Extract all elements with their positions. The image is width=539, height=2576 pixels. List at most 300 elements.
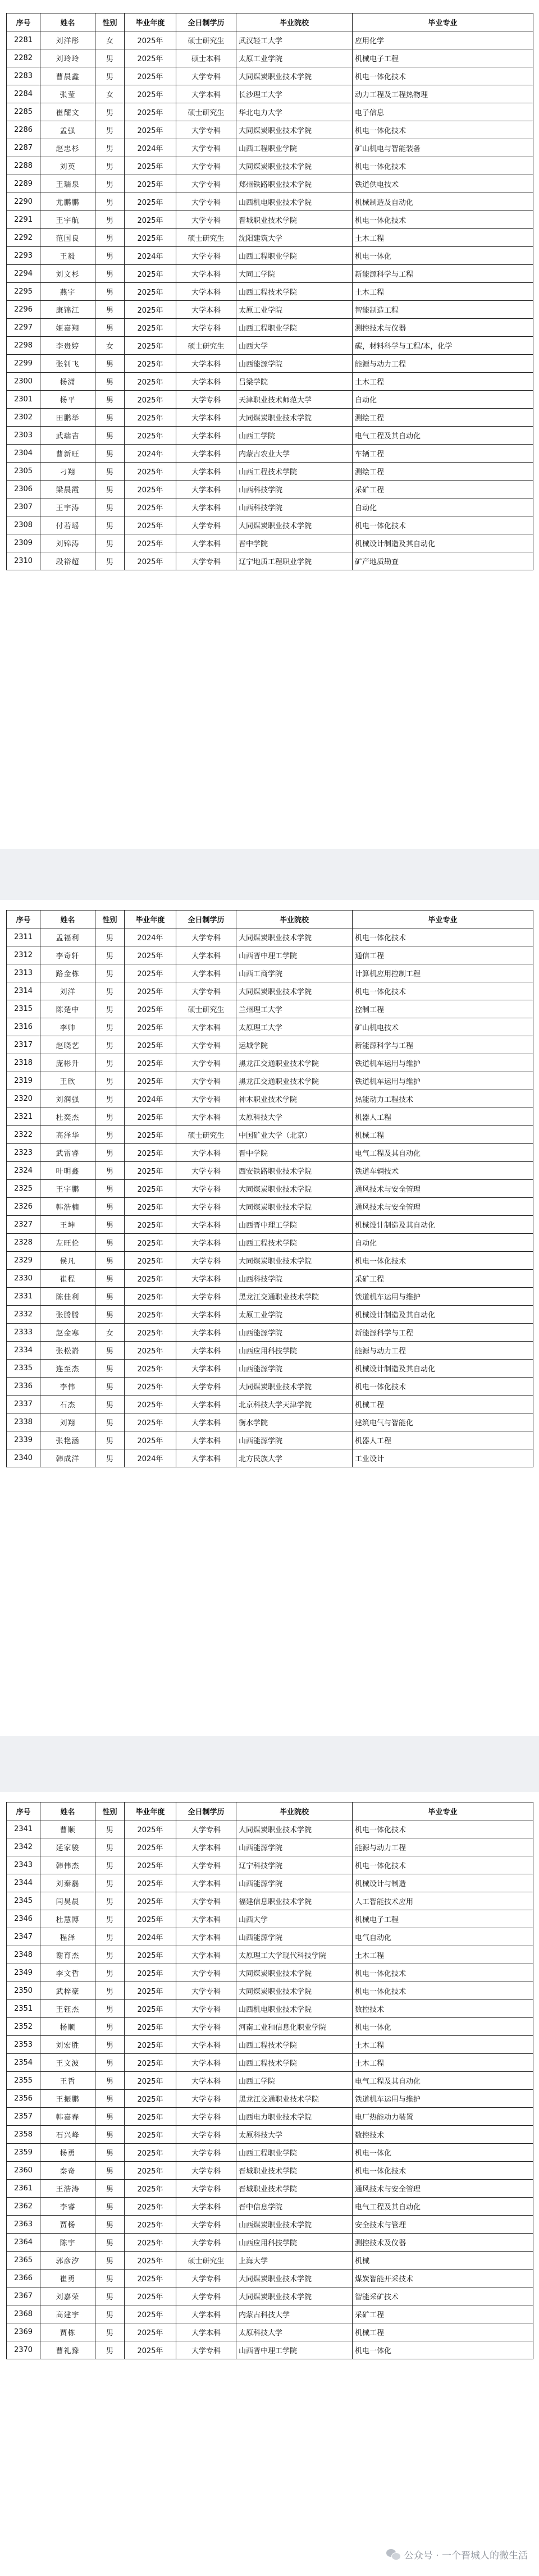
table-row: [7, 964, 533, 982]
cell-gender: 男: [95, 175, 125, 193]
cell-index: 2330: [7, 1270, 40, 1288]
cell-major: 机械电子工程: [353, 1910, 533, 1928]
cell-major: 土木工程: [353, 283, 533, 301]
cell-education: 大学本科: [176, 409, 236, 427]
cell-name: 王宇鹏: [40, 1180, 95, 1198]
cell-education: 大学本科: [176, 1431, 236, 1449]
cell-school: 大同煤炭职业技术学院: [236, 409, 353, 427]
cell-index: 2284: [7, 85, 40, 103]
column-header: 姓名: [40, 1802, 95, 1820]
cell-name: 田鹏举: [40, 409, 95, 427]
roster-page-3: [0, 1792, 539, 2576]
cell-gender: 男: [95, 964, 125, 982]
cell-major: 电气工程及其自动化: [353, 427, 533, 445]
cell-index: 2339: [7, 1431, 40, 1449]
cell-grad-year: 2025年: [125, 2287, 176, 2305]
cell-grad-year: 2025年: [125, 1108, 176, 1126]
cell-gender: 男: [95, 1036, 125, 1054]
cell-name: 崔勇: [40, 2270, 95, 2287]
cell-index: 2335: [7, 1360, 40, 1378]
table-row: [7, 337, 533, 355]
cell-education: 硕士研究生: [176, 229, 236, 247]
cell-index: 2305: [7, 463, 40, 481]
cell-grad-year: 2025年: [125, 2090, 176, 2108]
cell-gender: 男: [95, 2000, 125, 2018]
cell-gender: 男: [95, 2270, 125, 2287]
cell-name: 王文波: [40, 2054, 95, 2072]
cell-education: 大学本科: [176, 1838, 236, 1856]
cell-major: 计算机应用控制工程: [353, 964, 533, 982]
cell-name: 孟强: [40, 121, 95, 139]
column-header: 序号: [7, 910, 40, 928]
column-header: 姓名: [40, 910, 95, 928]
table-row: [7, 516, 533, 534]
cell-grad-year: 2025年: [125, 2036, 176, 2054]
cell-name: 韩浩楠: [40, 1198, 95, 1216]
cell-grad-year: 2025年: [125, 2252, 176, 2270]
cell-index: 2299: [7, 355, 40, 373]
cell-education: 大学本科: [176, 481, 236, 498]
cell-name: 左旺伦: [40, 1234, 95, 1252]
cell-school: 山西能源学院: [236, 1874, 353, 1892]
column-header: 毕业年度: [125, 13, 176, 31]
cell-school: 山西工程职业学院: [236, 139, 353, 157]
cell-index: 2367: [7, 2287, 40, 2305]
cell-gender: 男: [95, 1838, 125, 1856]
cell-grad-year: 2025年: [125, 1000, 176, 1018]
table-row: [7, 193, 533, 211]
cell-gender: 男: [95, 2072, 125, 2090]
cell-major: 机电一体化: [353, 2018, 533, 2036]
cell-school: 山西工程技术学院: [236, 2036, 353, 2054]
table-row: [7, 1982, 533, 2000]
cell-school: 山西工学院: [236, 427, 353, 445]
cell-gender: 男: [95, 247, 125, 265]
cell-major: 自动化: [353, 1234, 533, 1252]
cell-education: 大学本科: [176, 946, 236, 964]
table-header-row: [7, 13, 533, 31]
cell-index: 2351: [7, 2000, 40, 2018]
cell-name: 秦奇: [40, 2162, 95, 2180]
table-row: [7, 946, 533, 964]
table-row: [7, 1054, 533, 1072]
column-header: 毕业专业: [353, 910, 533, 928]
cell-gender: 男: [95, 1395, 125, 1413]
cell-gender: 男: [95, 1234, 125, 1252]
cell-education: 大学本科: [176, 1360, 236, 1378]
cell-major: 数控技术: [353, 2000, 533, 2018]
table-row: [7, 229, 533, 247]
cell-name: 孟福利: [40, 928, 95, 946]
cell-name: 韩嘉春: [40, 2108, 95, 2126]
cell-school: 衡水学院: [236, 1413, 353, 1431]
column-header: 毕业年度: [125, 1802, 176, 1820]
cell-gender: 男: [95, 445, 125, 463]
cell-major: 电气工程及其自动化: [353, 1144, 533, 1162]
table-row: [7, 1324, 533, 1342]
cell-education: 大学本科: [176, 2305, 236, 2323]
cell-gender: 男: [95, 2323, 125, 2341]
cell-name: 张艳涵: [40, 1431, 95, 1449]
cell-school: 内蒙古科技大学: [236, 2305, 353, 2323]
cell-education: 大学本科: [176, 1342, 236, 1360]
cell-school: 山西煤炭职业技术学院: [236, 2216, 353, 2234]
cell-school: 大同煤炭职业技术学院: [236, 121, 353, 139]
table-row: [7, 2144, 533, 2162]
cell-major: 电子信息: [353, 103, 533, 121]
table-row: [7, 1090, 533, 1108]
cell-education: 大学专科: [176, 1036, 236, 1054]
table-row: [7, 1946, 533, 1964]
cell-school: 黑龙江交通职业技术学院: [236, 1288, 353, 1306]
cell-major: 机电一体化技术: [353, 157, 533, 175]
cell-name: 庞彬升: [40, 1054, 95, 1072]
cell-school: 山西工程职业学院: [236, 319, 353, 337]
cell-education: 大学本科: [176, 2323, 236, 2341]
cell-grad-year: 2024年: [125, 247, 176, 265]
cell-major: 土木工程: [353, 229, 533, 247]
table-row: [7, 1820, 533, 1838]
cell-name: 刘润强: [40, 1090, 95, 1108]
table-row: [7, 2287, 533, 2305]
cell-education: 大学本科: [176, 1395, 236, 1413]
cell-major: 测控技术及仪器: [353, 2234, 533, 2252]
cell-school: 河南工业和信息化职业学院: [236, 2018, 353, 2036]
roster-table-2: [6, 910, 533, 1467]
cell-name: 武雷睿: [40, 1144, 95, 1162]
cell-grad-year: 2025年: [125, 481, 176, 498]
table-row: [7, 2018, 533, 2036]
column-header: 全日制学历: [176, 1802, 236, 1820]
table-row: [7, 1928, 533, 1946]
cell-education: 大学专科: [176, 2126, 236, 2144]
cell-gender: 男: [95, 1270, 125, 1288]
cell-major: 自动化: [353, 391, 533, 409]
cell-gender: 男: [95, 2126, 125, 2144]
cell-school: 山西能源学院: [236, 1324, 353, 1342]
cell-gender: 男: [95, 1820, 125, 1838]
cell-school: 山西工学院: [236, 2072, 353, 2090]
cell-education: 大学专科: [176, 1162, 236, 1180]
cell-school: 大同煤炭职业技术学院: [236, 157, 353, 175]
cell-index: 2304: [7, 445, 40, 463]
cell-index: 2321: [7, 1108, 40, 1126]
cell-education: 大学专科: [176, 1054, 236, 1072]
cell-grad-year: 2025年: [125, 85, 176, 103]
cell-school: 山西工程技术学院: [236, 2054, 353, 2072]
cell-gender: 男: [95, 319, 125, 337]
cell-major: 机电一体化技术: [353, 982, 533, 1000]
column-header: 毕业年度: [125, 910, 176, 928]
cell-index: 2342: [7, 1838, 40, 1856]
cell-grad-year: 2025年: [125, 946, 176, 964]
cell-school: 天津职业技术师范大学: [236, 391, 353, 409]
cell-gender: 男: [95, 1874, 125, 1892]
cell-grad-year: 2025年: [125, 534, 176, 552]
cell-school: 西安铁路职业技术学院: [236, 1162, 353, 1180]
cell-grad-year: 2025年: [125, 1982, 176, 2000]
cell-gender: 男: [95, 1928, 125, 1946]
cell-education: 大学本科: [176, 283, 236, 301]
table-row: [7, 1234, 533, 1252]
cell-education: 大学专科: [176, 391, 236, 409]
cell-major: 机械工程: [353, 1395, 533, 1413]
table-row: [7, 1270, 533, 1288]
cell-gender: 男: [95, 193, 125, 211]
cell-name: 谢育杰: [40, 1946, 95, 1964]
cell-name: 王浩涛: [40, 2180, 95, 2198]
cell-name: 姬嘉翔: [40, 319, 95, 337]
cell-school: 大同煤炭职业技术学院: [236, 1252, 353, 1270]
cell-name: 王宇航: [40, 211, 95, 229]
cell-major: 能源与动力工程: [353, 1342, 533, 1360]
cell-index: 2326: [7, 1198, 40, 1216]
cell-name: 张莹: [40, 85, 95, 103]
cell-major: 机械设计制造及其自动化: [353, 1216, 533, 1234]
cell-education: 大学本科: [176, 1874, 236, 1892]
cell-grad-year: 2025年: [125, 31, 176, 49]
cell-major: 建筑电气与智能化: [353, 1413, 533, 1431]
cell-name: 高泽华: [40, 1126, 95, 1144]
cell-school: 山西工程职业学院: [236, 2144, 353, 2162]
cell-gender: 女: [95, 1324, 125, 1342]
cell-school: 山西工程技术学院: [236, 283, 353, 301]
cell-grad-year: 2025年: [125, 1216, 176, 1234]
cell-school: 太原工业学院: [236, 1306, 353, 1324]
cell-name: 闫昊晨: [40, 1892, 95, 1910]
cell-index: 2289: [7, 175, 40, 193]
cell-grad-year: 2025年: [125, 2323, 176, 2341]
cell-name: 付若瑶: [40, 516, 95, 534]
cell-gender: 男: [95, 982, 125, 1000]
cell-gender: 男: [95, 2252, 125, 2270]
cell-major: 矿山机电与智能装备: [353, 139, 533, 157]
table-row: [7, 1162, 533, 1180]
table-row: [7, 2036, 533, 2054]
cell-index: 2288: [7, 157, 40, 175]
cell-major: 煤炭智能开采技术: [353, 2270, 533, 2287]
wechat-icon: [386, 2549, 401, 2560]
cell-education: 硕士研究生: [176, 1000, 236, 1018]
cell-education: 大学专科: [176, 2341, 236, 2359]
cell-school: 运城学院: [236, 1036, 353, 1054]
cell-index: 2297: [7, 319, 40, 337]
cell-index: 2333: [7, 1324, 40, 1342]
cell-school: 山西能源学院: [236, 1431, 353, 1449]
cell-education: 大学专科: [176, 211, 236, 229]
cell-index: 2349: [7, 1964, 40, 1982]
cell-school: 山西大学: [236, 337, 353, 355]
cell-grad-year: 2025年: [125, 1946, 176, 1964]
column-header: 全日制学历: [176, 13, 236, 31]
cell-education: 大学本科: [176, 498, 236, 516]
cell-name: 刘文杉: [40, 265, 95, 283]
table-row: [7, 1108, 533, 1126]
column-header: 毕业院校: [236, 910, 353, 928]
cell-gender: 男: [95, 552, 125, 570]
cell-grad-year: 2025年: [125, 427, 176, 445]
cell-gender: 男: [95, 427, 125, 445]
table-row: [7, 534, 533, 552]
cell-name: 连至杰: [40, 1360, 95, 1378]
cell-school: 大同煤炭职业技术学院: [236, 982, 353, 1000]
cell-education: 硕士研究生: [176, 1126, 236, 1144]
cell-index: 2361: [7, 2180, 40, 2198]
cell-name: 刘翔: [40, 1413, 95, 1431]
cell-major: 工业设计: [353, 1449, 533, 1467]
cell-index: 2303: [7, 427, 40, 445]
cell-major: 机电一体化技术: [353, 67, 533, 85]
table-row: [7, 2198, 533, 2216]
cell-index: 2301: [7, 391, 40, 409]
cell-name: 王振鹏: [40, 2090, 95, 2108]
cell-grad-year: 2025年: [125, 2000, 176, 2018]
column-header: 全日制学历: [176, 910, 236, 928]
cell-school: 山西能源学院: [236, 1360, 353, 1378]
cell-name: 范国良: [40, 229, 95, 247]
cell-education: 大学专科: [176, 516, 236, 534]
cell-grad-year: 2025年: [125, 2270, 176, 2287]
cell-education: 大学本科: [176, 373, 236, 391]
cell-school: 沈阳建筑大学: [236, 229, 353, 247]
cell-education: 大学本科: [176, 534, 236, 552]
cell-name: 刘洋: [40, 982, 95, 1000]
cell-major: 机电一体化技术: [353, 1820, 533, 1838]
cell-gender: 女: [95, 337, 125, 355]
cell-gender: 男: [95, 1054, 125, 1072]
cell-education: 硕士研究生: [176, 31, 236, 49]
table-row: [7, 1072, 533, 1090]
cell-gender: 男: [95, 301, 125, 319]
table-row: [7, 1964, 533, 1982]
cell-major: 铁道机车运用与维护: [353, 1288, 533, 1306]
cell-school: 内蒙古农业大学: [236, 445, 353, 463]
cell-education: 大学专科: [176, 2162, 236, 2180]
column-header: 毕业院校: [236, 1802, 353, 1820]
cell-education: 大学专科: [176, 121, 236, 139]
table-row: [7, 552, 533, 570]
cell-name: 杨潇: [40, 373, 95, 391]
table-row: [7, 1000, 533, 1018]
watermark: [386, 2547, 528, 2561]
cell-gender: 男: [95, 463, 125, 481]
cell-grad-year: 2025年: [125, 2018, 176, 2036]
cell-gender: 男: [95, 1431, 125, 1449]
table-row: [7, 2072, 533, 2090]
cell-gender: 男: [95, 1216, 125, 1234]
cell-education: 大学本科: [176, 1910, 236, 1928]
cell-school: 山西机电职业技术学院: [236, 2000, 353, 2018]
cell-school: 大同煤炭职业技术学院: [236, 1964, 353, 1982]
cell-gender: 男: [95, 1144, 125, 1162]
cell-education: 大学专科: [176, 139, 236, 157]
cell-name: 王钰杰: [40, 2000, 95, 2018]
cell-index: 2310: [7, 552, 40, 570]
cell-index: 2350: [7, 1982, 40, 2000]
cell-index: 2334: [7, 1342, 40, 1360]
cell-school: 太原理工大学现代科技学院: [236, 1946, 353, 1964]
table-row: [7, 1874, 533, 1892]
cell-school: 山西能源学院: [236, 1838, 353, 1856]
cell-school: 辽宁科技学院: [236, 1856, 353, 1874]
cell-gender: 男: [95, 1360, 125, 1378]
cell-gender: 男: [95, 409, 125, 427]
cell-index: 2291: [7, 211, 40, 229]
cell-grad-year: 2025年: [125, 1234, 176, 1252]
cell-grad-year: 2025年: [125, 67, 176, 85]
cell-grad-year: 2025年: [125, 1360, 176, 1378]
cell-name: 王毅: [40, 247, 95, 265]
cell-grad-year: 2025年: [125, 121, 176, 139]
cell-education: 大学专科: [176, 928, 236, 946]
cell-name: 刘锦涛: [40, 534, 95, 552]
cell-education: 大学本科: [176, 2072, 236, 2090]
cell-education: 大学专科: [176, 1090, 236, 1108]
cell-education: 硕士本科: [176, 49, 236, 67]
cell-school: 神木职业技术学院: [236, 1090, 353, 1108]
cell-index: 2302: [7, 409, 40, 427]
cell-name: 曹顺: [40, 1820, 95, 1838]
roster-table-1: [6, 13, 533, 570]
cell-grad-year: 2025年: [125, 1395, 176, 1413]
column-header: 毕业专业: [353, 1802, 533, 1820]
cell-index: 2290: [7, 193, 40, 211]
cell-index: 2308: [7, 516, 40, 534]
cell-school: 太原工业学院: [236, 301, 353, 319]
cell-grad-year: 2024年: [125, 445, 176, 463]
cell-index: 2296: [7, 301, 40, 319]
cell-gender: 男: [95, 2090, 125, 2108]
cell-gender: 男: [95, 67, 125, 85]
table-row: [7, 1838, 533, 1856]
cell-name: 赵忠杉: [40, 139, 95, 157]
cell-name: 刘宏胜: [40, 2036, 95, 2054]
cell-grad-year: 2025年: [125, 373, 176, 391]
cell-school: 山西工程技术学院: [236, 463, 353, 481]
cell-gender: 男: [95, 1378, 125, 1395]
cell-grad-year: 2025年: [125, 516, 176, 534]
cell-gender: 男: [95, 481, 125, 498]
cell-grad-year: 2025年: [125, 463, 176, 481]
table-row: [7, 2090, 533, 2108]
column-header: 序号: [7, 1802, 40, 1820]
cell-grad-year: 2025年: [125, 1288, 176, 1306]
cell-gender: 男: [95, 2036, 125, 2054]
cell-gender: 男: [95, 1982, 125, 2000]
cell-school: 大同煤炭职业技术学院: [236, 67, 353, 85]
table-row: [7, 2126, 533, 2144]
cell-grad-year: 2025年: [125, 1126, 176, 1144]
cell-grad-year: 2024年: [125, 139, 176, 157]
cell-school: 大同煤炭职业技术学院: [236, 1820, 353, 1838]
cell-school: 黑龙江交通职业技术学院: [236, 1072, 353, 1090]
cell-name: 王瑞泉: [40, 175, 95, 193]
cell-name: 杨勇: [40, 2144, 95, 2162]
cell-major: 机电一体化: [353, 2144, 533, 2162]
column-header: 性别: [95, 13, 125, 31]
cell-education: 大学本科: [176, 964, 236, 982]
cell-index: 2327: [7, 1216, 40, 1234]
cell-education: 大学专科: [176, 1252, 236, 1270]
cell-school: 山西机电职业技术学院: [236, 193, 353, 211]
cell-major: 机电一体化技术: [353, 1856, 533, 1874]
cell-index: 2364: [7, 2234, 40, 2252]
cell-gender: 男: [95, 2287, 125, 2305]
table-row: [7, 481, 533, 498]
cell-grad-year: 2025年: [125, 49, 176, 67]
cell-education: 大学专科: [176, 2000, 236, 2018]
column-header: 序号: [7, 13, 40, 31]
